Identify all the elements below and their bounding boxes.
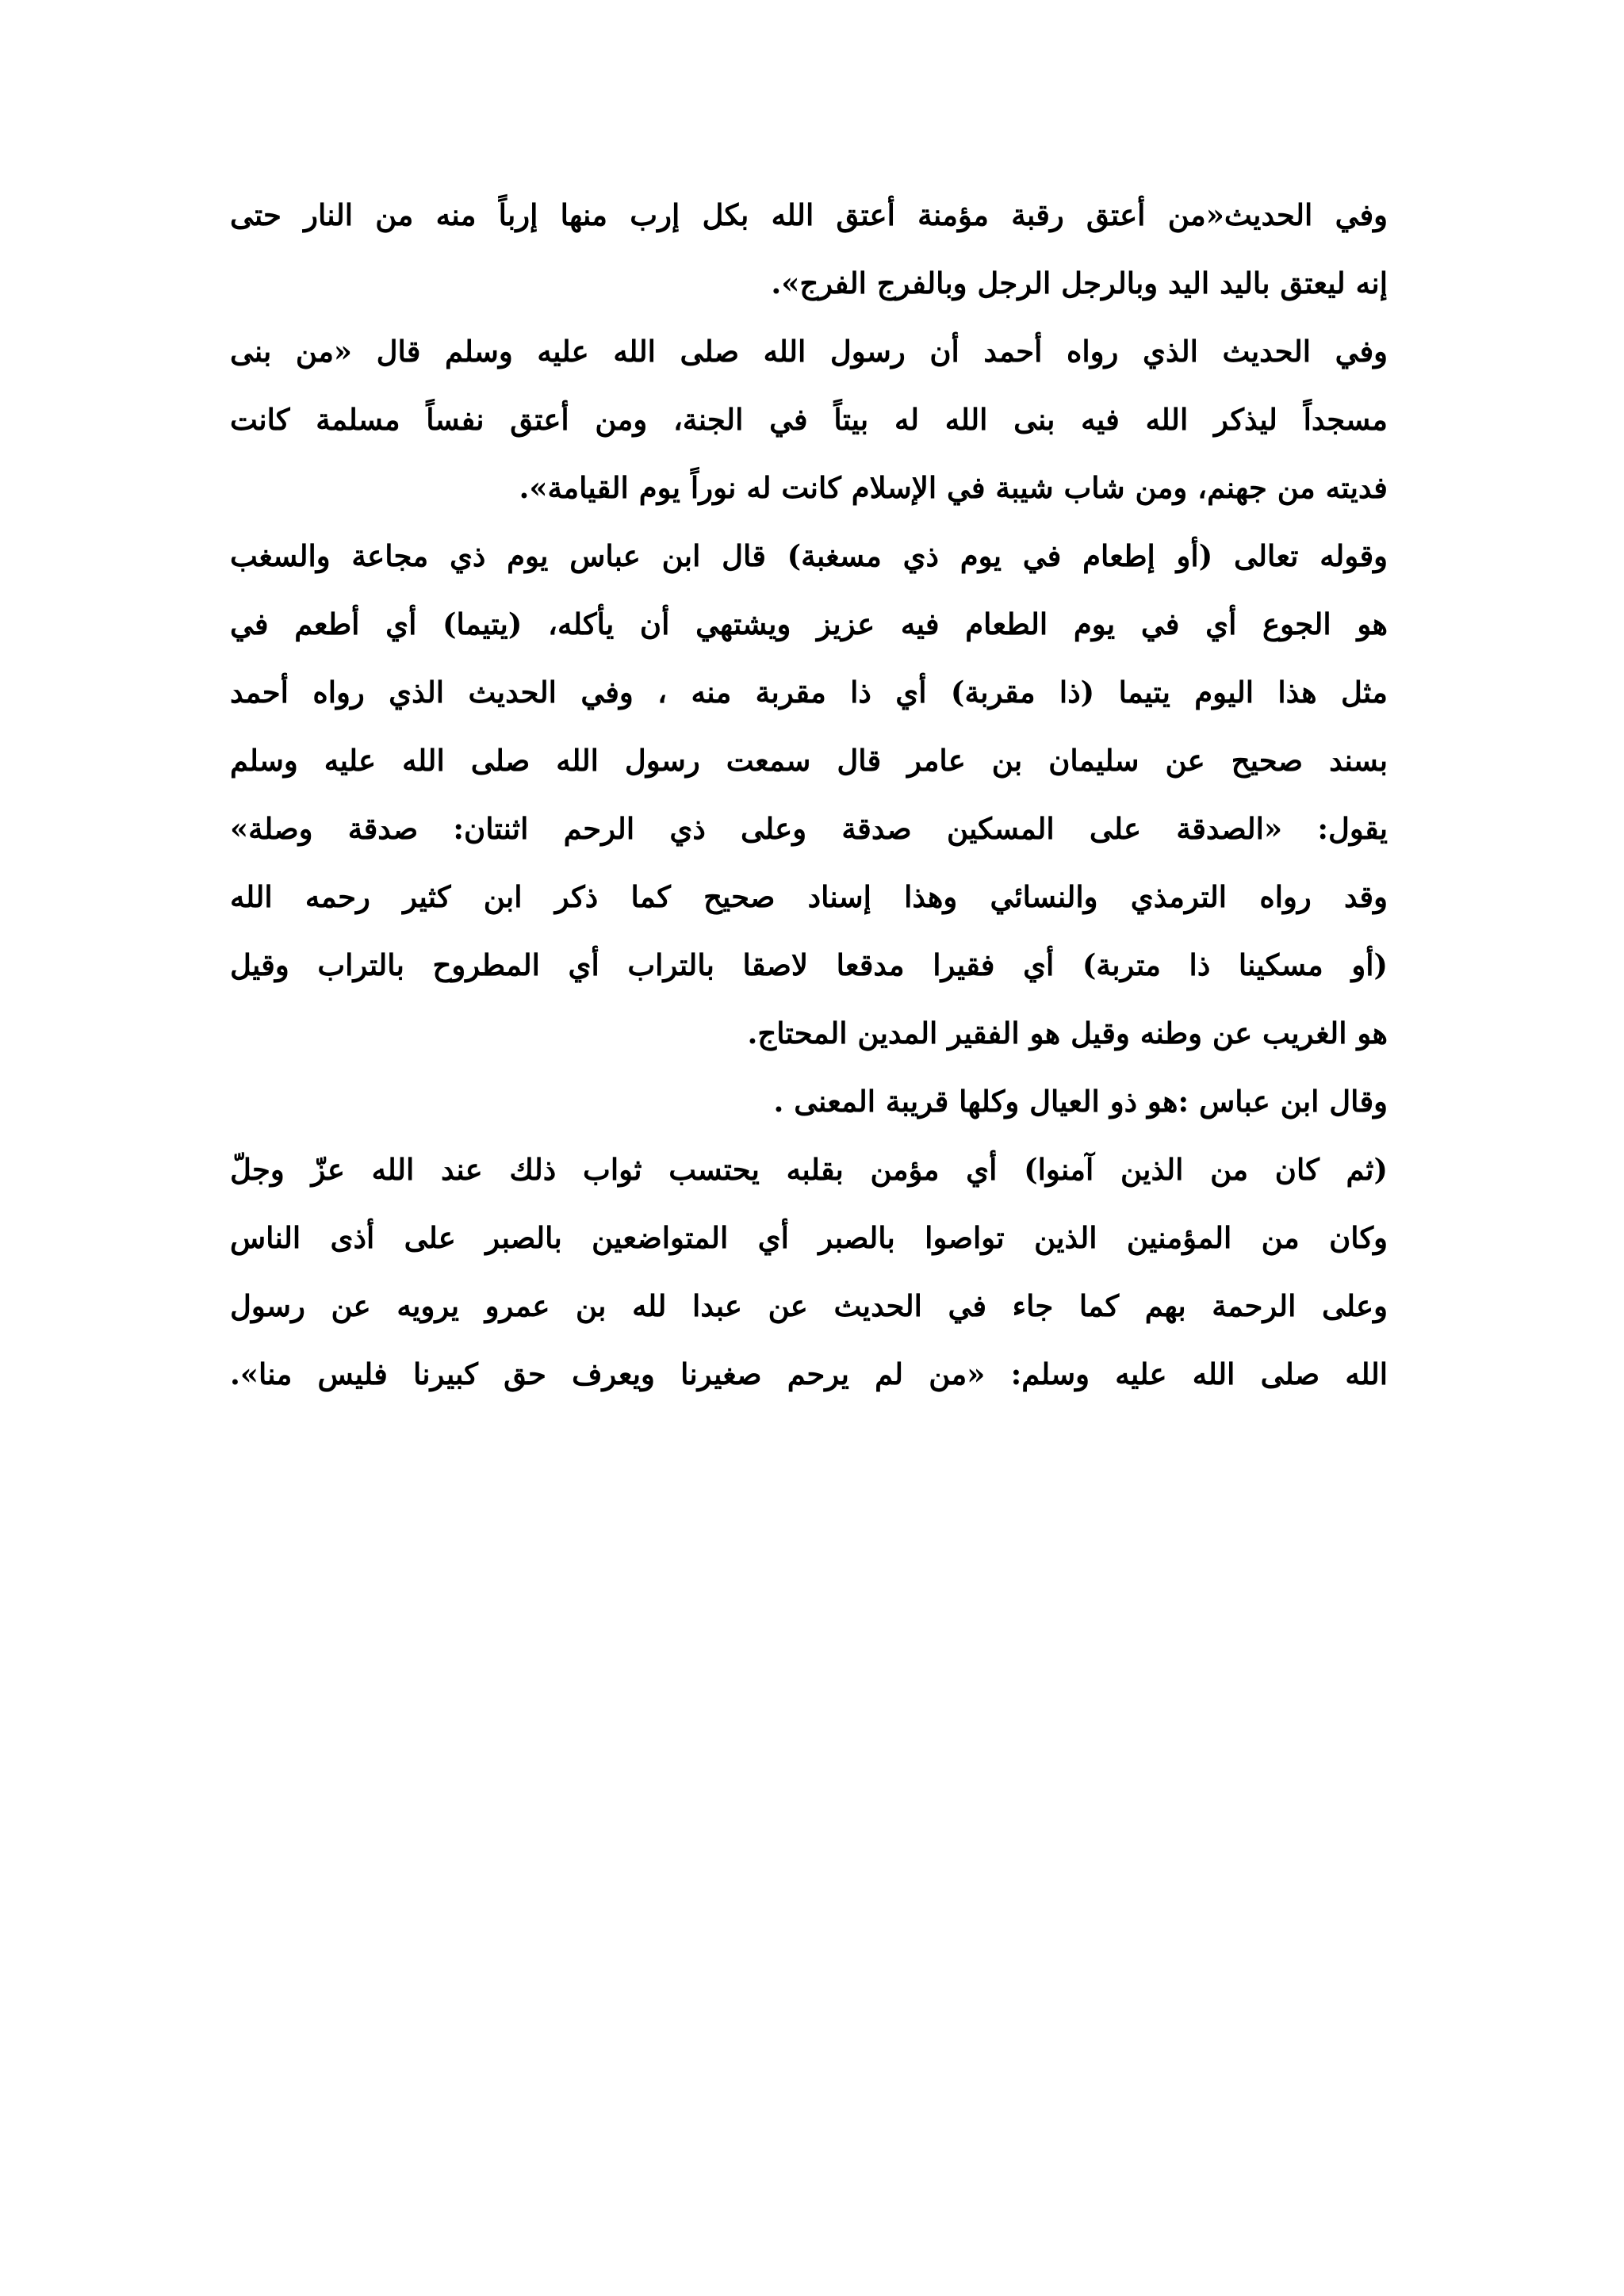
text-line: مثل هذا اليوم يتيما (ذا مقربة) أي ذا مقربة منه ، وفي الحديث الذي رواه أحمد xyxy=(230,675,1388,710)
text-line: وفي الحديث الذي رواه أحمد أن رسول الله صلى الله عليه وسلم قال «من بنى xyxy=(230,334,1388,369)
text-line: هو الغريب عن وطنه وقيل هو الفقير المدين المحتاج. xyxy=(747,1016,1388,1050)
text-line: يقول: «الصدقة على المسكين صدقة وعلى ذي الرحم اثنتان: صدقة وصلة» xyxy=(230,811,1388,846)
text-line: الله صلى الله عليه وسلم: «من لم يرحم صغيرنا ويعرف حق كبيرنا فليس منا». xyxy=(230,1357,1388,1391)
text-line: مسجداً ليذكر الله فيه بنى الله له بيتاً في الجنة، ومن أعتق نفساً مسلمة كانت xyxy=(230,402,1388,437)
text-line: فديته من جهنم، ومن شاب شيبة في الإسلام كانت له نوراً يوم القيامة». xyxy=(519,470,1388,505)
text-line: وفي الحديث«من أعتق رقبة مؤمنة أعتق الله بكل إرب منها إرباً منه من النار حتى xyxy=(230,197,1388,232)
text-line: وقد رواه الترمذي والنسائي وهذا إسناد صحيح كما ذكر ابن كثير رحمه الله xyxy=(230,879,1388,914)
text-line: وقوله تعالى (أو إطعام في يوم ذي مسغبة) قال ابن عباس يوم ذي مجاعة والسغب xyxy=(230,538,1388,573)
text-line: وقال ابن عباس :هو ذو العيال وكلها قريبة المعنى . xyxy=(773,1084,1388,1119)
text-line: وكان من المؤمنين الذين تواصوا بالصبر أي المتواضعين بالصبر على أذى الناس xyxy=(230,1220,1388,1255)
text-line: إنه ليعتق باليد اليد وبالرجل الرجل وبالفرج الفرج». xyxy=(771,266,1388,300)
body-text xyxy=(230,181,1388,1408)
text-line: (أو مسكينا ذا متربة) أي فقيرا مدقعا لاصقا بالتراب أي المطروح بالتراب وقيل xyxy=(230,947,1388,982)
text-line: (ثم كان من الذين آمنوا) أي مؤمن بقلبه يحتسب ثواب ذلك عند الله عزّ وجلّ xyxy=(230,1152,1388,1187)
text-line: وعلى الرحمة بهم كما جاء في الحديث عن عبدا لله بن عمرو يرويه عن رسول xyxy=(230,1288,1388,1323)
text-line: بسند صحيح عن سليمان بن عامر قال سمعت رسول الله صلى الله عليه وسلم xyxy=(230,743,1388,778)
text-line: هو الجوع أي في يوم الطعام فيه عزيز ويشتهي أن يأكله، (يتيما) أي أطعم في xyxy=(230,607,1388,641)
